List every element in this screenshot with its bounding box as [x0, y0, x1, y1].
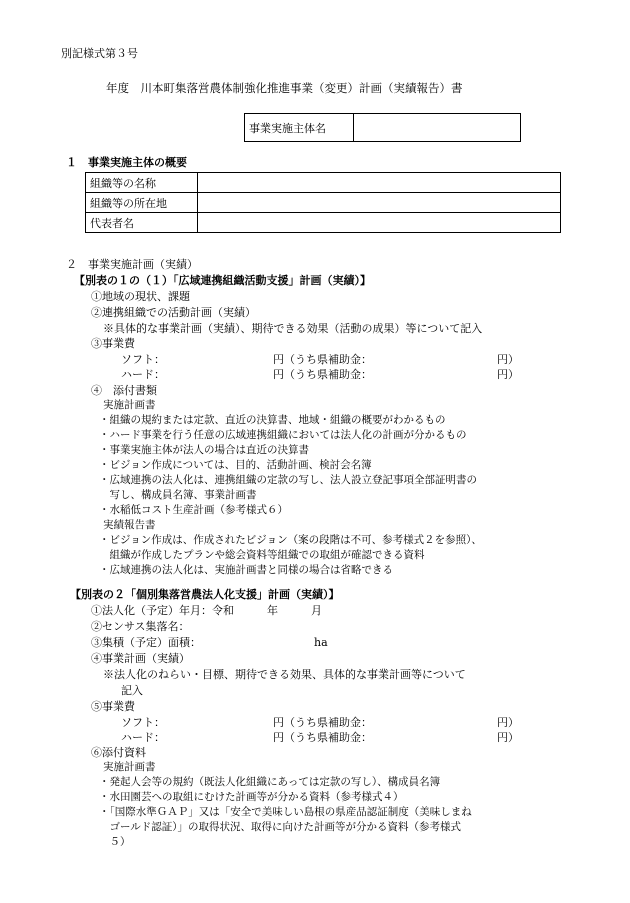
table1-note: ※具体的な事業計画（実績）、期待できる効果（活動の成果）等について記入 [103, 322, 483, 335]
list-item: ・「国際水準ＧＡＰ」又は「安全で美味しい島根の県産品認証制度（美味しまね [99, 806, 472, 818]
table2-hard-label: ハード： [121, 731, 165, 744]
table2-soft-label: ソフト： [121, 716, 165, 729]
table1-hard-yen: 円（うち県補助金： [273, 368, 372, 381]
table2-item4: ④事業計画（実績） [91, 652, 190, 665]
table2-item3-unit: ha [314, 636, 328, 649]
table2-note-line2: 記入 [121, 684, 143, 697]
org-name-field[interactable] [198, 173, 561, 193]
table2-title: 【別表の２「個別集落営農法人化支援」計画（実績）】 [70, 588, 340, 601]
table2-item3: ③集積（予定）面積： [91, 636, 201, 649]
table1-soft-end: 円） [497, 353, 519, 366]
table2-item5: ⑤事業費 [91, 700, 135, 713]
list-item: ・広域連携の法人化は、連携組織の定款の写し、法人設立登記事項全部証明書の [99, 474, 477, 486]
table1-soft-label: ソフト： [121, 353, 165, 366]
table1-report-heading: 実績報告書 [103, 519, 156, 531]
list-item: ・水田園芸への取組にむけた計画等が分かる資料（参考様式４） [99, 791, 404, 803]
list-item: ・水稲低コスト生産計画（参考様式６） [99, 504, 288, 516]
representative-field[interactable] [198, 213, 561, 233]
table1-item3: ③事業費 [91, 337, 135, 350]
entity-value-field[interactable] [354, 114, 521, 142]
table1-hard-end: 円） [497, 368, 519, 381]
table1-title: 【別表の１の（１）「広域連携組織活動支援」計画（実績）】 [74, 274, 371, 287]
table2-note-line1: ※法人化のねらい・目標、期待できる効果、具体的な事業計画等について [103, 668, 466, 681]
list-item: ・ビジョン作成については、目的、活動計画、検討会名簿 [99, 459, 372, 471]
form-label: 別記様式第３号 [61, 47, 138, 60]
list-item: ・発起人会等の規約（既法人化組織にあっては定款の写し）、構成員名簿 [99, 776, 441, 788]
section2-heading: ２ 事業実施計画（実績） [66, 258, 198, 271]
list-item: ５） [99, 836, 131, 848]
table1-item1: ①地域の現状、課題 [91, 290, 190, 303]
table2-hard-end: 円） [497, 731, 519, 744]
table2-item6: ⑥添付資料 [91, 746, 146, 759]
list-item: ・組織の規約または定款、直近の決算書、地域・組織の概要がわかるもの [99, 414, 446, 426]
table2-soft-end: 円） [497, 716, 519, 729]
overview-table [85, 172, 561, 233]
table1-item4: ④ 添付書類 [91, 384, 157, 397]
org-address-field[interactable] [198, 193, 561, 213]
org-name-label: 組織等の名称 [86, 173, 198, 193]
table2-soft-yen: 円（うち県補助金： [273, 716, 372, 729]
section1-heading: １ 事業実施主体の概要 [66, 156, 187, 169]
list-item: ・広域連携の法人化は、実施計画書と同様の場合は省略できる [99, 564, 393, 576]
list-item: ・ハード事業を行う任意の広域連携組織においては法人化の計画が分かるもの [99, 429, 467, 441]
table1-plan-heading: 実施計画書 [103, 399, 156, 411]
org-address-label: 組織等の所在地 [86, 193, 198, 213]
table1-hard-label: ハード： [121, 368, 165, 381]
table1-soft-yen: 円（うち県補助金： [273, 353, 372, 366]
list-item: ゴールド認証）」の取得状況、取得に向けた計画等が分かる資料（参考様式 [99, 821, 462, 833]
list-item: ・事業実施主体が法人の場合は直近の決算書 [99, 444, 309, 456]
table2-plan-heading: 実施計画書 [103, 761, 156, 773]
entity-label: 事業実施主体名 [245, 114, 354, 142]
table1-item2: ②連携組織での活動計画（実績） [91, 306, 256, 319]
list-item: 写し、構成員名簿、事業計画書 [99, 489, 257, 501]
entity-table [244, 113, 521, 142]
table2-item2: ②センサス集落名： [91, 620, 190, 633]
table2-hard-yen: 円（うち県補助金： [273, 731, 372, 744]
list-item: ・ビジョン作成は、作成されたビジョン（案の段階は不可、参考様式２を参照）、 [99, 534, 482, 546]
document-title: 年度 川本町集落営農体制強化推進事業（変更）計画（実績報告）書 [106, 81, 463, 95]
representative-label: 代表者名 [86, 213, 198, 233]
list-item: 組織が作成したプランや総会資料等組織での取組が確認できる資料 [99, 549, 425, 561]
table2-item1: ①法人化（予定）年月：令和 年 月 [91, 604, 322, 617]
